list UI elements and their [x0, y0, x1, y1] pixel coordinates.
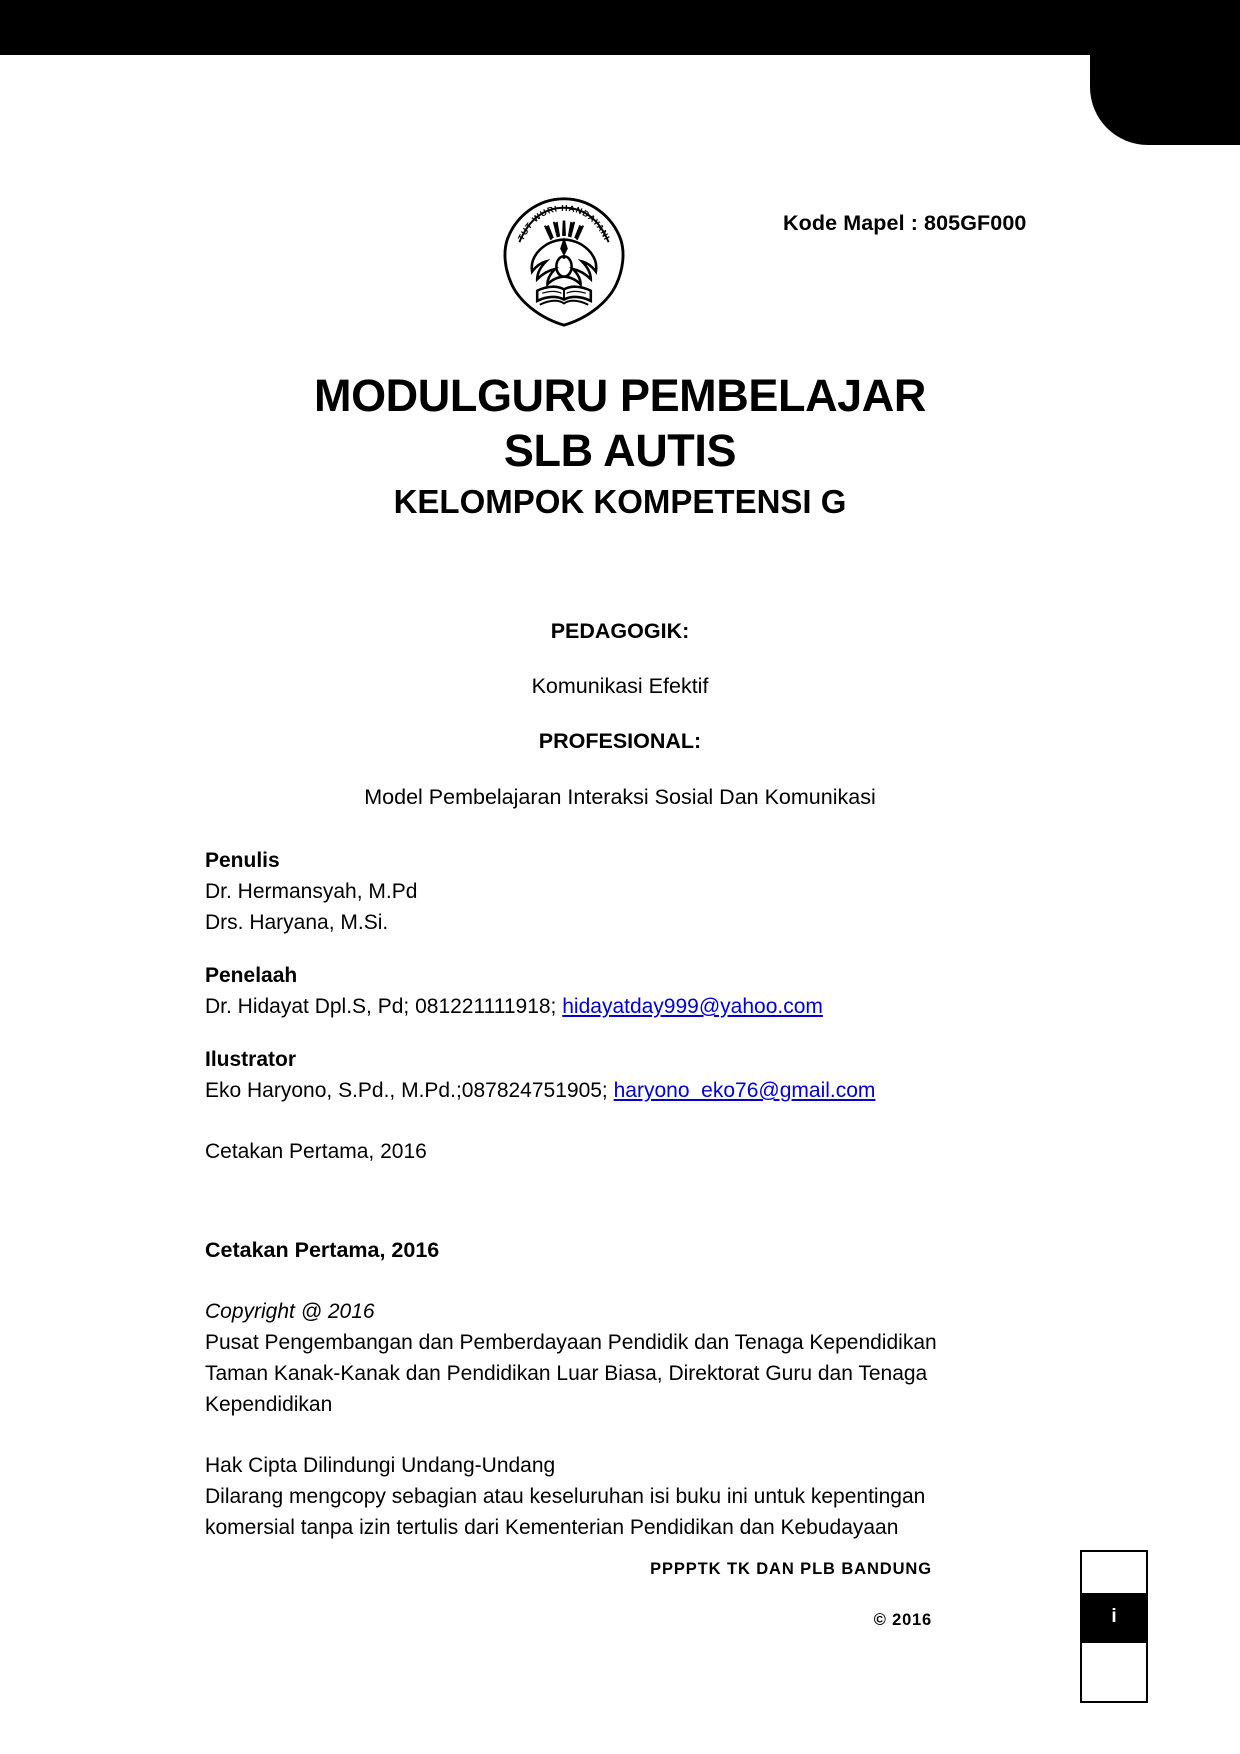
publisher-line-1: Pusat Pengembangan dan Pemberdayaan Pendidik dan Tenaga Kependidikan: [205, 1331, 937, 1354]
publisher-line-2: Taman Kanak-Kanak dan Pendidikan Luar Biasa, Direktorat Guru dan Tenaga: [205, 1362, 928, 1385]
top-black-strip: [0, 0, 1240, 55]
penelaah-label: Penelaah: [205, 964, 298, 987]
spacer: [205, 1420, 1025, 1450]
penelaah-entry: [205, 991, 1005, 1022]
penulis-author-2: Drs. Haryana, M.Si.: [205, 911, 389, 934]
page-title-line2: SLB AUTIS: [503, 425, 737, 476]
corner-black-block: [1090, 0, 1240, 145]
ilustrator-label: Ilustrator: [205, 1048, 297, 1071]
page-footer: [0, 1560, 1240, 1740]
footer-copyright-year: © 2016: [873, 1611, 932, 1629]
cetakan-pertama-bold: Cetakan Pertama, 2016: [205, 1238, 440, 1262]
cetakan-pertama-plain: Cetakan Pertama, 2016: [205, 1140, 427, 1163]
profesional-body: Model Pembelajaran Interaksi Sosial Dan Komunikasi: [364, 785, 876, 809]
ilustrator-entry: [205, 1075, 1005, 1106]
publisher-line-3: Kependidikan: [205, 1393, 333, 1416]
copyright-year-line: Copyright @ 2016: [205, 1300, 375, 1323]
pedagogik-body: Komunikasi Efektif: [531, 674, 709, 698]
rights-line-3: komersial tanpa izin tertulis dari Kementerian Pendidikan dan Kebudayaan: [205, 1516, 899, 1539]
credits-block: [205, 845, 1005, 1167]
pedagogik-heading: PEDAGOGIK:: [550, 619, 690, 643]
penulis-author-1: Dr. Hermansyah, M.Pd: [205, 880, 418, 903]
page-number-box-lower: [1080, 1641, 1148, 1703]
ilustrator-email-link[interactable]: haryono_eko76@gmail.com: [613, 1079, 876, 1102]
spacer: [205, 1106, 1005, 1136]
tut-wuri-handayani-logo: [500, 195, 628, 323]
spacer: [205, 1266, 1025, 1296]
kode-mapel-label: Kode Mapel : 805GF000: [783, 211, 1027, 235]
page-title-line3: KELOMPOK KOMPETENSI G: [393, 483, 847, 520]
spacer: [205, 1022, 1005, 1044]
page-number: i: [1080, 1593, 1148, 1641]
document-header: [0, 195, 1240, 330]
penulis-label: Penulis: [205, 849, 280, 872]
footer-organization: PPPPTK TK DAN PLB BANDUNG: [650, 1560, 932, 1578]
rights-line-1: Hak Cipta Dilindungi Undang-Undang: [205, 1454, 556, 1477]
rights-line-2: Dilarang mengcopy sebagian atau keseluruhan isi buku ini untuk kepentingan: [205, 1485, 926, 1508]
profesional-heading: PROFESIONAL:: [538, 729, 702, 753]
penelaah-name-phone: Dr. Hidayat Dpl.S, Pd; 081221111918;: [205, 995, 563, 1018]
title-block: [0, 368, 1240, 524]
page-title-line1: MODULGURU PEMBELAJAR: [313, 370, 926, 421]
copyright-block: [205, 1235, 1025, 1543]
penelaah-email-link[interactable]: hidayatday999@yahoo.com: [562, 995, 823, 1018]
spacer: [205, 938, 1005, 960]
ilustrator-name-phone: Eko Haryono, S.Pd., M.Pd.;087824751905;: [205, 1079, 614, 1102]
svg-text:TUT WURI HANDAYANI: TUT WURI HANDAYANI: [515, 202, 613, 243]
